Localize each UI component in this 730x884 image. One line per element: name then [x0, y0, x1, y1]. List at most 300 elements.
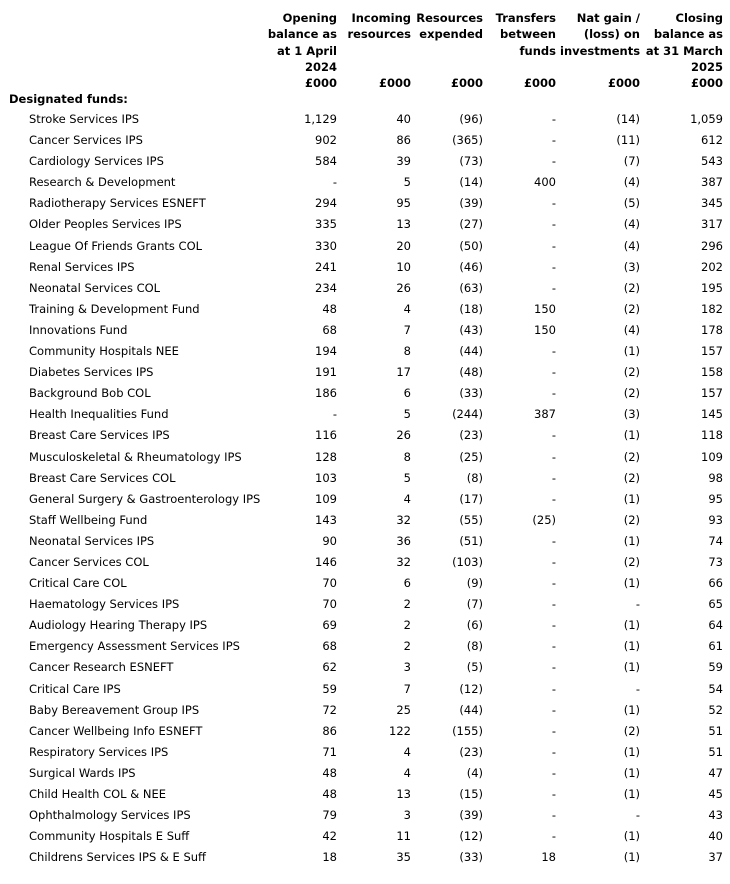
table-cell: 37 [708, 850, 723, 865]
table-cell: (4) [623, 322, 640, 337]
table-cell: (6) [466, 618, 483, 633]
fund-name: League Of Friends Grants COL [29, 238, 203, 253]
table-cell: 2 [403, 639, 411, 654]
table-cell: 26 [396, 428, 411, 443]
table-row [0, 510, 730, 531]
table-cell: 68 [322, 639, 337, 654]
table-cell: 36 [396, 533, 411, 548]
table-row [0, 109, 730, 130]
table-cell: (14) [616, 112, 640, 126]
table-cell: 47 [708, 765, 723, 780]
table-cell: 145 [701, 407, 723, 422]
table-cell: 195 [701, 280, 723, 295]
fund-name: Breast Care Services COL [29, 470, 176, 485]
table-row [0, 552, 730, 573]
column-header-line: funds [519, 43, 556, 58]
column-unit: £000 [607, 76, 640, 90]
table-cell: 612 [701, 133, 723, 148]
table-cell: (2) [623, 280, 640, 295]
table-cell: 294 [315, 196, 337, 211]
table-cell: - [551, 702, 556, 717]
table-cell: 4 [403, 301, 411, 316]
table-cell: 150 [534, 322, 556, 337]
table-cell: (12) [459, 681, 483, 696]
table-cell: 65 [708, 597, 723, 612]
fund-name: Cancer Services IPS [29, 133, 143, 148]
table-row [0, 447, 730, 468]
table-cell: 191 [315, 365, 337, 380]
table-row [0, 573, 730, 594]
table-cell: 241 [315, 259, 337, 274]
table-cell: - [551, 428, 556, 443]
table-row [0, 531, 730, 552]
column-header-line: Nat gain / [576, 11, 640, 25]
table-cell: 69 [322, 618, 337, 633]
fund-name: Cancer Services COL [29, 554, 149, 569]
fund-name: Stroke Services IPS [29, 112, 140, 126]
fund-name: Childrens Services IPS & E Suff [29, 850, 206, 865]
table-cell: - [551, 639, 556, 654]
fund-name: Child Health COL & NEE [29, 787, 166, 801]
table-cell: (1) [623, 702, 640, 717]
table-cell: - [551, 787, 556, 801]
column-header [339, 10, 411, 90]
table-cell: 18 [541, 850, 556, 865]
table-cell: (73) [459, 154, 483, 169]
table-row [0, 341, 730, 362]
table-cell: 4 [403, 744, 411, 759]
table-cell: 202 [701, 259, 723, 274]
table-cell: 6 [403, 386, 411, 401]
column-unit: £000 [378, 76, 411, 90]
table-cell: 150 [534, 301, 556, 316]
table-cell: 25 [396, 702, 411, 717]
table-cell: (3) [623, 259, 640, 274]
table-cell: (1) [623, 660, 640, 675]
table-cell: (2) [623, 512, 640, 527]
table-cell: 61 [708, 639, 723, 654]
table-cell: - [635, 597, 640, 612]
table-cell: 95 [708, 491, 723, 506]
table-cell: 40 [396, 112, 411, 126]
table-cell: (5) [466, 660, 483, 675]
column-header-line: balance as [267, 27, 337, 42]
table-cell: 1,059 [690, 112, 723, 126]
table-row [0, 425, 730, 446]
table-row [0, 404, 730, 425]
fund-name: Health Inequalities Fund [29, 407, 169, 422]
table-cell: (1) [623, 576, 640, 591]
table-cell: 157 [701, 386, 723, 401]
table-cell: (43) [459, 322, 483, 337]
table-cell: 335 [315, 217, 337, 232]
column-header-line: 2024 [304, 59, 337, 74]
table-cell: 109 [315, 491, 337, 506]
table-cell: - [551, 238, 556, 253]
fund-name: Critical Care IPS [29, 681, 121, 696]
table-cell: 98 [708, 470, 723, 485]
table-cell: 40 [708, 829, 723, 844]
fund-name: Emergency Assessment Services IPS [29, 639, 240, 654]
table-cell: (44) [459, 344, 483, 359]
table-cell: (25) [459, 449, 483, 464]
table-cell: (63) [459, 280, 483, 295]
table-cell: (96) [459, 112, 483, 126]
table-cell: 93 [708, 512, 723, 527]
table-row [0, 615, 730, 636]
table-cell: 48 [322, 301, 337, 316]
fund-name: Training & Development Fund [29, 301, 200, 316]
column-unit: £000 [304, 76, 337, 90]
column-header-line: Transfers [495, 11, 556, 25]
table-cell: - [551, 808, 556, 823]
table-row [0, 151, 730, 172]
table-cell: 146 [315, 554, 337, 569]
column-header-line: resources [347, 27, 411, 42]
table-cell: 35 [396, 850, 411, 865]
table-cell: 32 [396, 512, 411, 527]
table-cell: (18) [459, 301, 483, 316]
table-row [0, 383, 730, 404]
table-row [0, 700, 730, 721]
table-cell: - [551, 618, 556, 633]
table-row [0, 847, 730, 868]
fund-name: Surgical Wards IPS [29, 765, 136, 780]
table-cell: - [635, 681, 640, 696]
fund-name: Older Peoples Services IPS [29, 217, 182, 232]
table-cell: (33) [459, 850, 483, 865]
column-header-line: at 1 April [277, 43, 337, 58]
table-cell: (365) [452, 133, 483, 148]
table-cell: (55) [459, 512, 483, 527]
table-cell: 2 [403, 597, 411, 612]
table-cell: 68 [322, 322, 337, 337]
table-row [0, 784, 730, 805]
table-cell: (15) [459, 787, 483, 801]
table-cell: - [551, 660, 556, 675]
column-header-line: Incoming [351, 11, 411, 25]
table-row [0, 721, 730, 742]
table-cell: (1) [623, 428, 640, 443]
table-cell: 157 [701, 344, 723, 359]
table-cell: 182 [701, 301, 723, 316]
table-cell: (4) [466, 765, 483, 780]
table-cell: (25) [532, 512, 556, 527]
table-cell: - [332, 407, 337, 422]
table-cell: - [551, 765, 556, 780]
table-cell: (1) [623, 533, 640, 548]
table-cell: 345 [701, 196, 723, 211]
table-cell: 5 [403, 407, 411, 422]
table-cell: 74 [708, 533, 723, 548]
fund-name: Respiratory Services IPS [29, 744, 169, 759]
table-cell: - [551, 112, 556, 126]
fund-name: Background Bob COL [29, 386, 151, 401]
column-header-line: Closing [675, 11, 723, 25]
table-cell: (39) [459, 196, 483, 211]
table-cell: (4) [623, 217, 640, 232]
table-cell: (1) [623, 850, 640, 865]
fund-name: Breast Care Services IPS [29, 428, 170, 443]
fund-name: Musculoskeletal & Rheumatology IPS [29, 449, 242, 464]
table-cell: 54 [708, 681, 723, 696]
table-cell: - [551, 723, 556, 738]
table-cell: 387 [534, 407, 556, 422]
table-cell: (1) [623, 765, 640, 780]
column-header [484, 10, 556, 90]
column-header [411, 10, 483, 90]
column-header-line: between [500, 27, 556, 42]
table-cell: 90 [322, 533, 337, 548]
table-cell: (1) [623, 787, 640, 801]
table-cell: - [551, 133, 556, 148]
fund-name: Innovations Fund [29, 322, 128, 337]
table-cell: (3) [623, 407, 640, 422]
table-cell: 6 [403, 576, 411, 591]
table-cell: 330 [315, 238, 337, 253]
table-cell: 5 [403, 175, 411, 190]
table-cell: (2) [623, 449, 640, 464]
table-row [0, 299, 730, 320]
column-header [265, 10, 337, 90]
table-row [0, 193, 730, 214]
table-row [0, 763, 730, 784]
fund-name: Ophthalmology Services IPS [29, 808, 191, 823]
table-cell: 43 [708, 808, 723, 823]
fund-name: Neonatal Services COL [29, 280, 161, 295]
fund-name: Cardiology Services IPS [29, 154, 164, 169]
table-cell: (12) [459, 829, 483, 844]
fund-name: Critical Care COL [29, 576, 127, 591]
table-cell: 116 [315, 428, 337, 443]
table-cell: (2) [623, 723, 640, 738]
table-cell: (2) [623, 470, 640, 485]
table-row [0, 657, 730, 678]
table-cell: 5 [403, 470, 411, 485]
table-cell: 128 [315, 449, 337, 464]
table-cell: - [551, 344, 556, 359]
table-cell: 45 [708, 787, 723, 801]
table-cell: 158 [701, 365, 723, 380]
column-unit: £000 [523, 76, 556, 90]
table-cell: 73 [708, 554, 723, 569]
table-cell: 7 [403, 681, 411, 696]
table-cell: 13 [396, 217, 411, 232]
table-cell: (50) [459, 238, 483, 253]
table-cell: (23) [459, 428, 483, 443]
table-cell: 3 [403, 660, 411, 675]
table-cell: (4) [623, 175, 640, 190]
table-cell: 7 [403, 322, 411, 337]
table-cell: - [551, 744, 556, 759]
table-cell: (39) [459, 808, 483, 823]
table-cell: (7) [466, 597, 483, 612]
table-cell: 234 [315, 280, 337, 295]
column-unit: £000 [690, 76, 723, 90]
table-cell: - [551, 576, 556, 591]
table-cell: (23) [459, 744, 483, 759]
table-cell: 194 [315, 344, 337, 359]
column-header-line: at 31 March [645, 43, 723, 58]
table-cell: (1) [623, 744, 640, 759]
table-row [0, 805, 730, 826]
fund-name: General Surgery & Gastroenterology IPS [29, 491, 261, 506]
table-cell: 296 [701, 238, 723, 253]
table-cell: 543 [701, 154, 723, 169]
table-cell: - [551, 280, 556, 295]
table-cell: (46) [459, 259, 483, 274]
fund-name: Community Hospitals E Suff [29, 829, 190, 844]
table-row [0, 362, 730, 383]
table-cell: 11 [396, 829, 411, 844]
table-row [0, 130, 730, 151]
fund-name: Renal Services IPS [29, 259, 135, 274]
table-cell: (1) [623, 618, 640, 633]
column-header-line: Opening [282, 11, 337, 25]
table-cell: 48 [322, 787, 337, 801]
fund-name: Staff Wellbeing Fund [29, 512, 148, 527]
fund-name: Cancer Wellbeing Info ESNEFT [29, 723, 203, 738]
table-cell: (8) [466, 470, 483, 485]
column-header-line: 2025 [690, 59, 723, 74]
table-cell: 39 [396, 154, 411, 169]
fund-name: Audiology Hearing Therapy IPS [29, 618, 208, 633]
table-cell: - [551, 154, 556, 169]
table-cell: (14) [459, 175, 483, 190]
table-cell: - [551, 829, 556, 844]
table-cell: (244) [452, 407, 483, 422]
table-cell: 51 [708, 744, 723, 759]
table-row [0, 679, 730, 700]
table-cell: 143 [315, 512, 337, 527]
table-cell: 62 [322, 660, 337, 675]
table-cell: (9) [466, 576, 483, 591]
table-cell: 51 [708, 723, 723, 738]
table-cell: (4) [623, 238, 640, 253]
column-header-line: balance as [653, 27, 723, 42]
table-cell: (5) [623, 196, 640, 211]
table-cell: - [635, 808, 640, 823]
table-cell: 17 [396, 365, 411, 380]
table-cell: (1) [623, 344, 640, 359]
column-header-line: (loss) on [583, 27, 640, 42]
table-row [0, 489, 730, 510]
table-cell: (8) [466, 639, 483, 654]
table-cell: 317 [701, 217, 723, 232]
table-cell: (44) [459, 702, 483, 717]
column-header-line: expended [419, 27, 483, 42]
table-cell: - [551, 554, 556, 569]
table-cell: 95 [396, 196, 411, 211]
table-cell: (1) [623, 639, 640, 654]
column-header-line: Resources [416, 11, 483, 25]
table-cell: (48) [459, 365, 483, 380]
table-cell: 178 [701, 322, 723, 337]
table-cell: (2) [623, 386, 640, 401]
table-cell: 8 [403, 344, 411, 359]
table-cell: 584 [315, 154, 337, 169]
fund-name: Radiotherapy Services ESNEFT [29, 196, 206, 211]
table-cell: - [551, 597, 556, 612]
table-cell: 2 [403, 618, 411, 633]
table-cell: 71 [322, 744, 337, 759]
table-cell: 186 [315, 386, 337, 401]
table-cell: (1) [623, 829, 640, 844]
table-cell: 10 [396, 259, 411, 274]
table-cell: 4 [403, 765, 411, 780]
table-row [0, 172, 730, 193]
table-cell: 70 [322, 576, 337, 591]
column-header [643, 10, 723, 90]
table-cell: (33) [459, 386, 483, 401]
fund-name: Baby Bereavement Group IPS [29, 702, 200, 717]
table-cell: 3 [403, 808, 411, 823]
fund-name: Cancer Research ESNEFT [29, 660, 174, 675]
table-cell: (155) [452, 723, 483, 738]
table-cell: 400 [534, 175, 556, 190]
table-cell: 1,129 [304, 112, 337, 126]
table-cell: (51) [459, 533, 483, 548]
fund-name: Diabetes Services IPS [29, 365, 154, 380]
table-cell: - [551, 217, 556, 232]
table-body [0, 109, 730, 868]
table-cell: 8 [403, 449, 411, 464]
table-cell: 118 [701, 428, 723, 443]
table-row [0, 742, 730, 763]
table-cell: 52 [708, 702, 723, 717]
table-cell: - [551, 491, 556, 506]
table-row [0, 468, 730, 489]
table-row [0, 826, 730, 847]
table-cell: 32 [396, 554, 411, 569]
table-cell: - [551, 449, 556, 464]
table-cell: (17) [459, 491, 483, 506]
table-cell: - [551, 365, 556, 380]
table-cell: 4 [403, 491, 411, 506]
table-cell: 64 [708, 618, 723, 633]
table-cell: (103) [452, 554, 483, 569]
table-cell: 26 [396, 280, 411, 295]
table-cell: (11) [616, 133, 640, 148]
column-header-line: investments [560, 43, 641, 58]
table-cell: 72 [322, 702, 337, 717]
table-cell: (2) [623, 554, 640, 569]
table-cell: - [551, 681, 556, 696]
table-cell: - [551, 196, 556, 211]
table-row [0, 320, 730, 341]
table-cell: - [551, 259, 556, 274]
table-cell: 20 [396, 238, 411, 253]
table-cell: 86 [396, 133, 411, 148]
table-row [0, 594, 730, 615]
table-cell: - [551, 533, 556, 548]
table-cell: 42 [322, 829, 337, 844]
table-cell: 59 [708, 660, 723, 675]
table-row [0, 278, 730, 299]
column-unit: £000 [450, 76, 483, 90]
table-cell: (7) [623, 154, 640, 169]
table-cell: - [551, 386, 556, 401]
table-cell: (2) [623, 301, 640, 316]
table-row [0, 636, 730, 657]
table-cell: 70 [322, 597, 337, 612]
table-cell: (27) [459, 217, 483, 232]
table-row [0, 214, 730, 235]
table-cell: 13 [396, 787, 411, 801]
table-row [0, 257, 730, 278]
table-cell: (2) [623, 365, 640, 380]
table-cell: 59 [322, 681, 337, 696]
